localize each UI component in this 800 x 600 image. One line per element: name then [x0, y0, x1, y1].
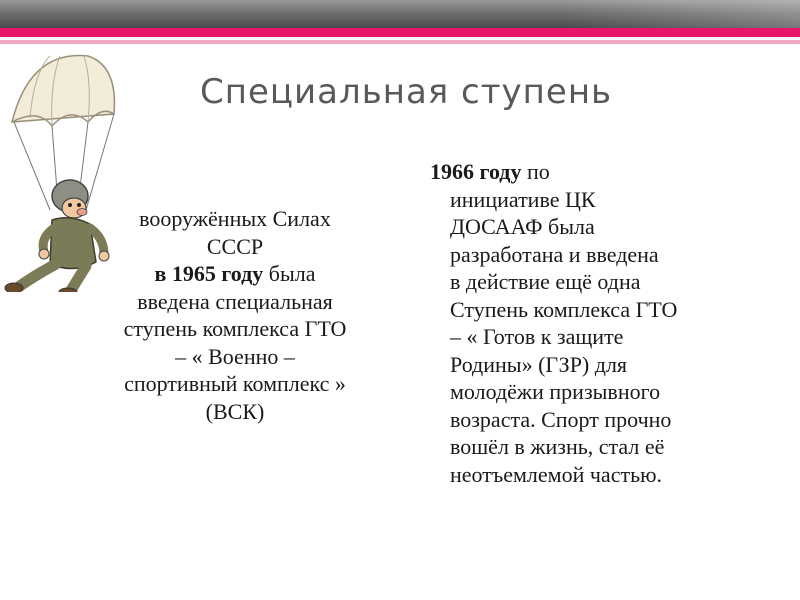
- right-line-1: [430, 158, 760, 186]
- right-line: разработана и введена: [450, 241, 659, 267]
- right-lines: [430, 186, 760, 489]
- accent-stripe-light: [0, 40, 800, 44]
- left-line-3: [60, 260, 410, 288]
- right-line-1-rest: по: [521, 159, 550, 184]
- right-line: неотъемлемой частью.: [450, 461, 663, 487]
- left-line-8: (ВСК): [205, 398, 265, 424]
- right-line: Ступень комплекса ГТО: [450, 296, 678, 322]
- slide-title: Специальная ступень: [200, 72, 613, 112]
- left-text-block: [60, 205, 410, 425]
- right-line: Родины» (ГЗР) для: [450, 351, 628, 377]
- right-line: ДОСААФ была: [450, 214, 595, 239]
- right-bold-year: 1966 году: [430, 159, 522, 184]
- right-line: – « Готов к защите: [450, 324, 624, 349]
- accent-stripe: [0, 28, 800, 37]
- right-text-block: [430, 158, 760, 488]
- left-bold-year: в 1965 году: [154, 261, 264, 286]
- left-line-4: введена специальная: [137, 288, 333, 314]
- left-line-7: спортивный комплекс »: [124, 371, 346, 396]
- right-line: инициативе ЦК: [450, 186, 596, 212]
- left-line-2: СССР: [206, 233, 264, 259]
- left-line-6: – « Военно –: [175, 343, 295, 369]
- header-bar: [0, 0, 800, 28]
- left-line-5: ступень комплекса ГТО: [123, 316, 347, 341]
- right-line: в действие ещё одна: [450, 269, 641, 294]
- left-line-3-rest: была: [263, 261, 316, 286]
- left-line-1: вооружённых Силах: [139, 206, 331, 231]
- right-line: возраста. Спорт прочно: [450, 406, 672, 432]
- right-line: молодёжи призывного: [450, 379, 661, 404]
- header-shine: [560, 0, 800, 28]
- right-line: вошёл в жизнь, стал её: [450, 434, 665, 459]
